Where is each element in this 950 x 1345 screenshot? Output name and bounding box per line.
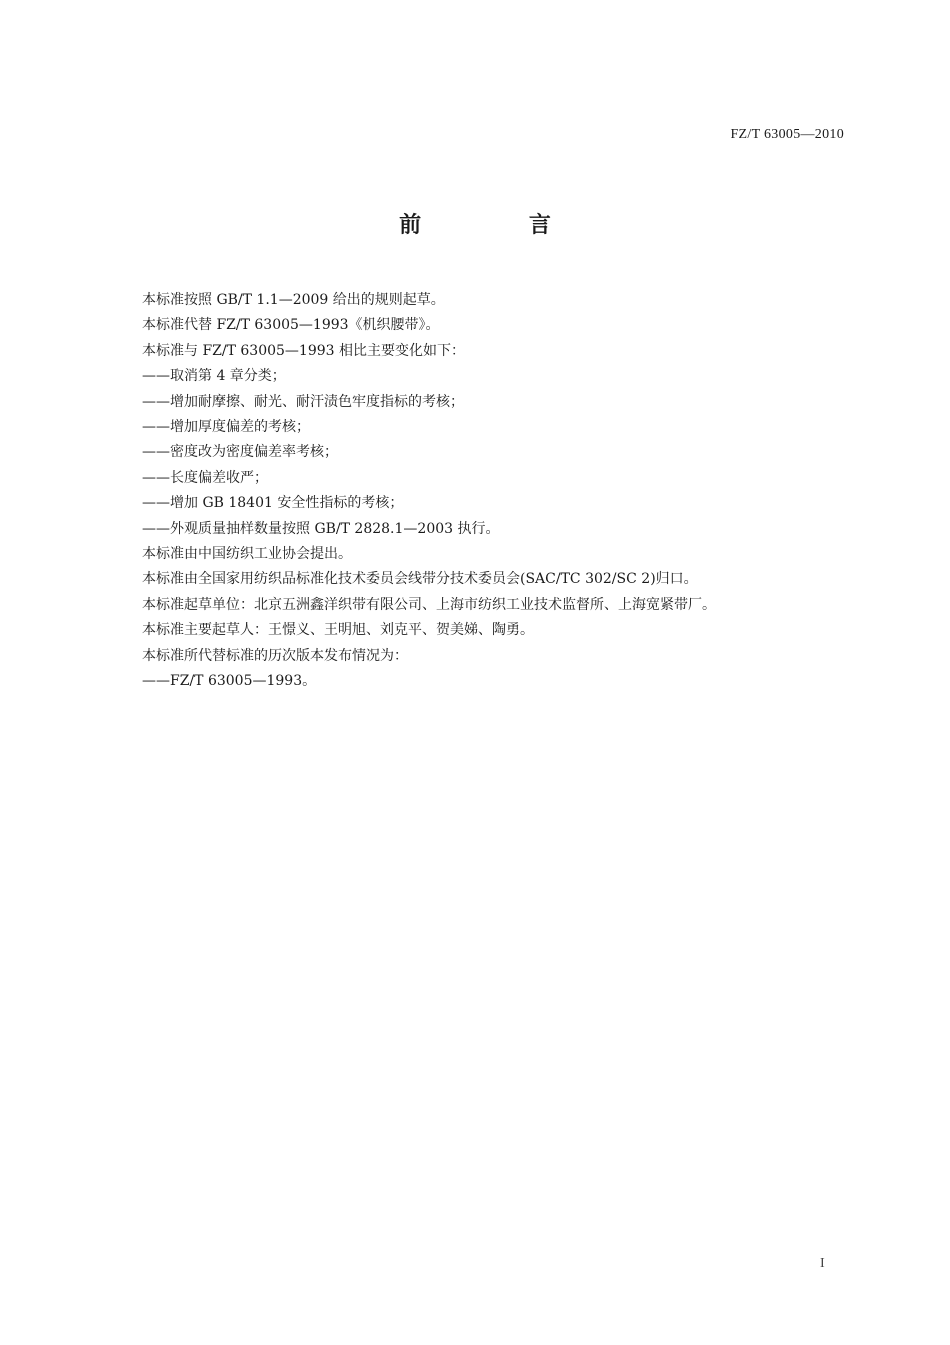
page-number: I: [820, 1256, 825, 1271]
preface-body: [142, 288, 862, 695]
line-drafting-rules: 本标准按照 GB/T 1.1—2009 给出的规则起草。: [142, 292, 445, 308]
list-item-previous-edition: ——FZ/T 63005—1993。: [142, 673, 317, 690]
list-item-change: ——增加厚度偏差的考核；: [142, 419, 310, 436]
line-drafting-units: 本标准起草单位：北京五洲鑫洋织带有限公司、上海市纺织工业技术监督所、上海宽紧带厂。: [142, 596, 716, 613]
line-proposed-by: 本标准由中国纺织工业协会提出。: [142, 546, 352, 563]
line-changes-intro: 本标准与 FZ/T 63005—1993 相比主要变化如下：: [142, 342, 466, 359]
list-item-change: ——外观质量抽样数量按照 GB/T 2828.1—2003 执行。: [142, 520, 500, 537]
line-previous-editions: 本标准所代替标准的历次版本发布情况为：: [142, 647, 408, 664]
line-replaces: 本标准代替 FZ/T 63005—1993《机织腰带》。: [142, 317, 440, 334]
line-drafters: 本标准主要起草人：王憬义、王明旭、刘克平、贺美娣、陶勇。: [142, 622, 534, 639]
list-item-change: ——增加耐摩擦、耐光、耐汗渍色牢度指标的考核；: [142, 393, 464, 410]
standard-number: FZ/T 63005—2010: [730, 127, 844, 142]
list-item-change: ——增加 GB 18401 安全性指标的考核；: [142, 495, 404, 512]
list-item-change: ——取消第 4 章分类；: [142, 368, 286, 385]
list-item-change: ——长度偏差收严；: [142, 469, 268, 486]
list-item-change: ——密度改为密度偏差率考核；: [142, 444, 338, 461]
page-title: 前 言: [399, 213, 601, 238]
line-technical-committee: 本标准由全国家用纺织品标准化技术委员会线带分技术委员会(SAC/TC 302/SC 2)归口。: [142, 571, 698, 588]
